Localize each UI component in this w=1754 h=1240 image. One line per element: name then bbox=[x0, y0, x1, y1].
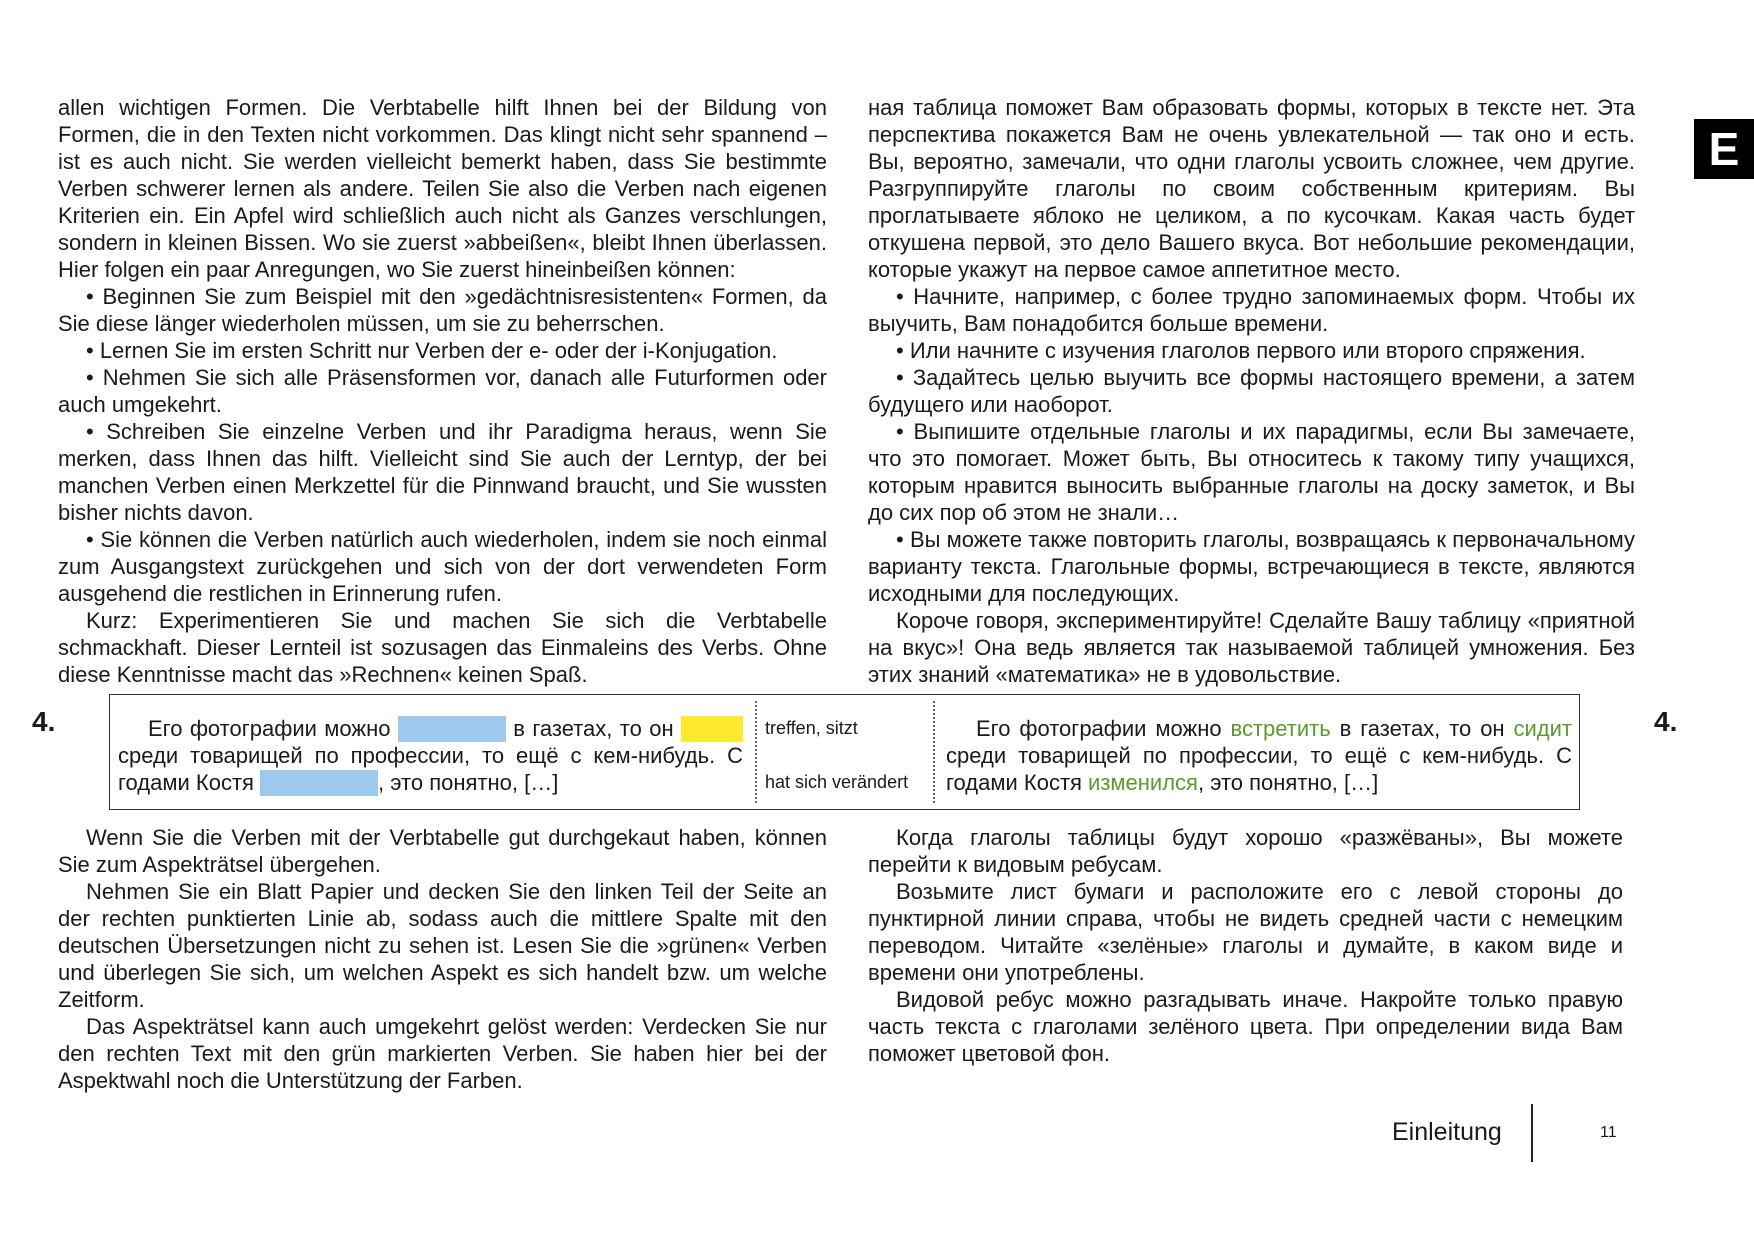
text-segment: в газетах, то он bbox=[1330, 716, 1514, 741]
exercise-solution-paragraph bbox=[946, 715, 1572, 796]
text-segment: , это понятно, […] bbox=[378, 770, 559, 795]
gap-blank-blue bbox=[398, 716, 506, 742]
exercise-number-right: 4. bbox=[1654, 706, 1678, 737]
paragraph: ная таблица поможет Вам образовать формы, которых в тексте нет. Эта перспектива покажется Вам не очень увлекательной — так оно и есть. Вы, вероятно, замечали, что одни глаголы усвоить сложнее, чем другие. Разгруппируйте глаголы по своим собственным критериям. Вы проглатываете яблоко не целиком, а по кусочкам. Какая часть будет откушена первой, это дело Вашего вкуса. Вот небольшие рекомендации, которые укажут на первое самое аппетитное место. bbox=[868, 95, 1635, 282]
text-segment: Его фотографии можно bbox=[976, 716, 1231, 741]
exercise-solution-text bbox=[946, 715, 1572, 796]
gap-blank-blue bbox=[260, 770, 378, 796]
paragraph: Возьмите лист бумаги и расположите его с левой стороны до пунктирной линии справа, чтобы не видеть средней части с немецким переводом. Читайте «зелёные» глаголы и думайте, в каком виде и времени они употреблены. bbox=[868, 879, 1623, 985]
paragraph: Nehmen Sie ein Blatt Papier und decken Sie den linken Teil der Seite an der rechten punktierten Linie ab, sodass auch die mittlere Spalte mit den deutschen Übersetzungen nicht zu sehen ist. Lesen Sie die »grünen« Verben und überlegen Sie sich, um welchen Aspekt es sich handelt bzw. um welche Zeitform. bbox=[58, 879, 827, 1012]
russian-column-top bbox=[868, 94, 1635, 688]
text-segment: среди товарищей по профессии, то ещё с кем-нибудь. С годами Костя bbox=[118, 743, 743, 795]
green-verb: встретить bbox=[1230, 716, 1331, 741]
bullet-item: • Nehmen Sie sich alle Präsensformen vor, danach alle Futurformen oder auch umgekehrt. bbox=[58, 365, 827, 417]
gloss-line: hat sich verändert bbox=[765, 772, 909, 792]
exercise-german-glosses bbox=[765, 715, 935, 796]
paragraph: Когда глаголы таблицы будут хорошо «разжёваны», Вы можете перейти к видовым ребусам. bbox=[868, 825, 1623, 877]
bullet-item: • Lernen Sie im ersten Schritt nur Verben der e- oder der i-Konjugation. bbox=[86, 338, 778, 363]
german-column-bottom bbox=[58, 824, 827, 1094]
footer-section-label: Einleitung bbox=[1392, 1118, 1502, 1146]
bullet-item: • Beginnen Sie zum Beispiel mit den »gedächtnisresistenten« Formen, da Sie diese länger wiederholen müssen, um sie zu beherrschen. bbox=[58, 284, 827, 336]
paragraph: Короче говоря, экспериментируйте! Сделайте Вашу таблицу «приятной на вкус»! Она ведь является так называемой таблицей умножения. Без этих знаний «математика» не в удовольствие. bbox=[868, 608, 1635, 687]
section-tab-marker: E bbox=[1694, 119, 1754, 179]
text-segment: среди товарищей по профессии, то ещё с кем-нибудь. С годами Костя bbox=[946, 743, 1572, 795]
bullet-item: • Sie können die Verben natürlich auch wiederholen, indem sie noch einmal zum Ausgangstext zurückgehen und sich von der dort verwendeten Form ausgehend die restlichen in Erinnerung rufen. bbox=[58, 527, 827, 606]
german-column-top bbox=[58, 94, 827, 688]
russian-column-bottom bbox=[868, 824, 1623, 1067]
paragraph: Wenn Sie die Verben mit der Verbtabelle gut durchgekaut haben, können Sie zum Aspekträtsel übergehen. bbox=[58, 825, 827, 877]
page-number: 11 bbox=[1600, 1124, 1617, 1141]
text-segment: Его фотографии можно bbox=[148, 716, 398, 741]
green-verb: изменился bbox=[1088, 770, 1198, 795]
text-segment: в газетах, то он bbox=[505, 716, 682, 741]
bullet-item: • Задайтесь целью выучить все формы настоящего времени, а затем будущего или наоборот. bbox=[868, 365, 1635, 417]
bullet-item: • Вы можете также повторить глаголы, возвращаясь к первоначальному варианту текста. Глагольные формы, встречающиеся в тексте, являются исходными для последующих. bbox=[868, 527, 1635, 606]
paragraph: Das Aspekträtsel kann auch umgekehrt gelöst werden: Verdecken Sie nur den rechten Text mit den grün markierten Verben. Sie haben hier bei der Aspektwahl noch die Unterstützung der Farben. bbox=[58, 1014, 827, 1093]
bullet-item: • Или начните с изучения глаголов первого или второго спряжения. bbox=[896, 338, 1586, 363]
exercise-gap-text bbox=[118, 715, 743, 796]
bullet-item: • Schreiben Sie einzelne Verben und ihr Paradigma heraus, wenn Sie merken, dass Ihnen das hilft. Vielleicht sind Sie auch der Lerntyp, der bei manchen Verben einen Merkzettel für die Pinnwand braucht, und Sie wussten bisher nichts davon. bbox=[58, 419, 827, 525]
paragraph: Видовой ребус можно разгадывать иначе. Накройте только правую часть текста с глаголами зелёного цвета. При определении вида Вам поможет цветовой фон. bbox=[868, 987, 1623, 1066]
paragraph: Kurz: Experimentieren Sie und machen Sie sich die Verbtabelle schmackhaft. Dieser Lernteil ist sozusagen das Einmaleins des Verbs. Ohne diese Kenntnisse macht das »Rechnen« keinen Spaß. bbox=[58, 608, 827, 687]
bullet-item: • Начните, например, с более трудно запоминаемых форм. Чтобы их выучить, Вам понадобится больше времени. bbox=[868, 284, 1635, 336]
gloss-line: treffen, sitzt bbox=[765, 718, 858, 738]
dotted-divider-left bbox=[755, 701, 757, 803]
paragraph: allen wichtigen Formen. Die Verbtabelle hilft Ihnen bei der Bildung von Formen, die in den Texten nicht vorkommen. Das klingt nicht sehr spannend – ist es auch nicht. Sie werden vielleicht bemerkt haben, dass Sie bestimmte Verben schwerer lernen als andere. Teilen Sie also die Verben nach eigenen Kriterien ein. Ein Apfel wird schließlich auch nicht als Ganzes verschlungen, sondern in kleinen Bissen. Wo sie zuerst »abbeißen«, bleibt Ihnen überlassen. Hier folgen ein paar Anregungen, wo Sie zuerst hineinbeißen können: bbox=[58, 95, 827, 282]
green-verb: сидит bbox=[1513, 716, 1573, 741]
text-segment: , это понятно, […] bbox=[1197, 770, 1379, 795]
dotted-divider-right bbox=[933, 701, 935, 803]
exercise-gap-paragraph bbox=[118, 715, 743, 796]
exercise-number-left: 4. bbox=[32, 706, 56, 737]
exercise-box bbox=[109, 694, 1580, 810]
gap-blank-yellow bbox=[681, 716, 743, 742]
footer-divider bbox=[1531, 1104, 1533, 1162]
bullet-item: • Выпишите отдельные глаголы и их парадигмы, если Вы замечаете, что это помогает. Может быть, Вы относитесь к такому типу учащихся, которым нравится выносить выбранные глаголы на доску заметок, и Вы до сих пор об этом не знали… bbox=[868, 419, 1635, 525]
